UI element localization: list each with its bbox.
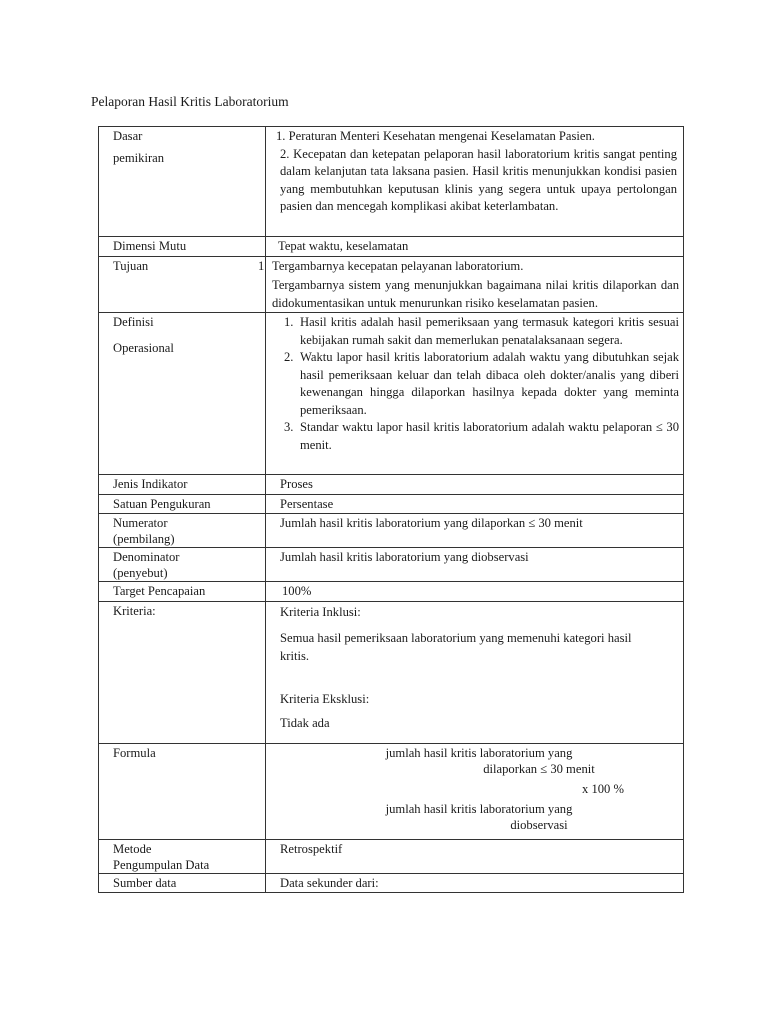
row-label: Denominator: [113, 550, 180, 564]
criteria-text: Tidak ada: [280, 715, 330, 730]
indicator-table: [98, 126, 684, 893]
table-row: [99, 514, 684, 548]
formula-numerator: jumlah hasil kritis laboratorium yang: [385, 745, 573, 760]
row-value: [266, 237, 684, 257]
row-label: Pengumpulan Data: [113, 857, 210, 872]
document-title: Pelaporan Hasil Kritis Laboratorium: [91, 94, 289, 109]
row-value: Jumlah hasil kritis laboratorium yang dilaporkan ≤ 30 menit: [266, 514, 684, 548]
row-label: Operasional: [113, 341, 174, 355]
list-item: 2. Waktu lapor hasil kritis laboratorium adalah waktu yang dibutuhkan sejak hasil pemeriksaan keluar dan telah dibaca oleh dokter/analis yang diberi kewenangan hingga dilaporkan hasilnya kepada dokter yang meminta pemeriksaan.: [284, 350, 679, 417]
definition-list: [274, 314, 679, 454]
label-cell: [99, 313, 266, 475]
row-label: Tujuan: [99, 256, 266, 313]
list-item: 3. Standar waktu lapor hasil kritis laboratorium adalah waktu pelaporan ≤ 30 menit.: [284, 420, 679, 452]
row-label: (pembilang): [113, 532, 175, 546]
row-value: Jumlah hasil kritis laboratorium yang diobservasi: [266, 548, 684, 582]
table-row: [99, 313, 684, 475]
row-label: Jenis Indikator: [99, 475, 266, 495]
label-cell: [99, 839, 266, 873]
table-row: [99, 743, 684, 839]
row-label: (penyebut): [113, 566, 168, 580]
paragraph: Tergambarnya sistem yang menunjukkan bagaimana nilai kritis dilaporkan dan didokumentasikan untuk menurunkan risiko keselamatan pasien.: [272, 278, 679, 310]
row-label: Sumber data: [99, 873, 266, 893]
row-value: Retrospektif: [266, 839, 684, 873]
table-row: [99, 548, 684, 582]
paragraph: Tergambarnya kecepatan pelayanan laboratorium.: [272, 258, 524, 273]
dimensi-value: Tepat waktu, keselamatan: [278, 239, 409, 253]
list-item: 2. Kecepatan dan ketepatan pelaporan hasil laboratorium kritis sangat penting dalam kelanjutan tata laksana pasien. Hasil kritis menunjukkan kondisi pasien yang membutuhkan keputusan klinis yang segera untuk upaya pertolongan pasien dan mencegah komplikasi akibat keterlambatan.: [280, 146, 677, 213]
label-cell: [99, 127, 266, 237]
criteria-text: Semua hasil pemeriksaan laboratorium yang memenuhi kategori hasil kritis.: [280, 631, 632, 663]
row-label: Metode: [113, 841, 152, 856]
value-cell: [266, 127, 684, 237]
formula-numerator: dilaporkan ≤ 30 menit: [483, 761, 595, 776]
table-row: [99, 601, 684, 743]
row-label: Kriteria:: [99, 601, 266, 743]
table-row: [99, 839, 684, 873]
formula: [274, 745, 679, 835]
table-row: [99, 873, 684, 893]
label-cell: [99, 548, 266, 582]
row-label: Definisi: [113, 315, 154, 329]
table-row: [99, 256, 684, 313]
row-label: Dasar: [113, 129, 143, 143]
formula-denominator: diobservasi: [510, 817, 568, 832]
row-value: 100%: [266, 582, 684, 602]
table-row: [99, 127, 684, 237]
value-cell: [266, 313, 684, 475]
row-label: Satuan Pengukuran: [99, 494, 266, 514]
value-cell: [258, 256, 684, 313]
formula-multiplier: x 100 %: [582, 781, 624, 796]
criteria-heading: Kriteria Inklusi:: [280, 604, 361, 619]
criteria-heading: Kriteria Eksklusi:: [280, 692, 370, 706]
table-row: [99, 582, 684, 602]
table-row: [99, 475, 684, 495]
row-value: Data sekunder dari:: [266, 873, 684, 893]
list-item: 1. Peraturan Menteri Kesehatan mengenai Keselamatan Pasien.: [276, 129, 595, 143]
row-value: Proses: [266, 475, 684, 495]
row-value: Persentase: [266, 494, 684, 514]
row-label: Dimensi Mutu: [99, 237, 266, 257]
stray-mark: 1: [258, 258, 265, 273]
row-label: Formula: [99, 743, 266, 839]
formula-cell: [266, 743, 684, 839]
table-row: [99, 494, 684, 514]
row-label: Target Pencapaian: [99, 582, 266, 602]
value-cell: [266, 601, 684, 743]
row-label: pemikiran: [113, 151, 165, 165]
formula-denominator: jumlah hasil kritis laboratorium yang: [385, 801, 573, 816]
label-cell: [99, 514, 266, 548]
table-row: [99, 237, 684, 257]
row-label: Numerator: [113, 516, 168, 530]
list-item: 1. Hasil kritis adalah hasil pemeriksaan yang termasuk kategori kritis sesuai kebijakan rumah sakit dan memerlukan penatalaksanaan segera.: [284, 315, 679, 347]
